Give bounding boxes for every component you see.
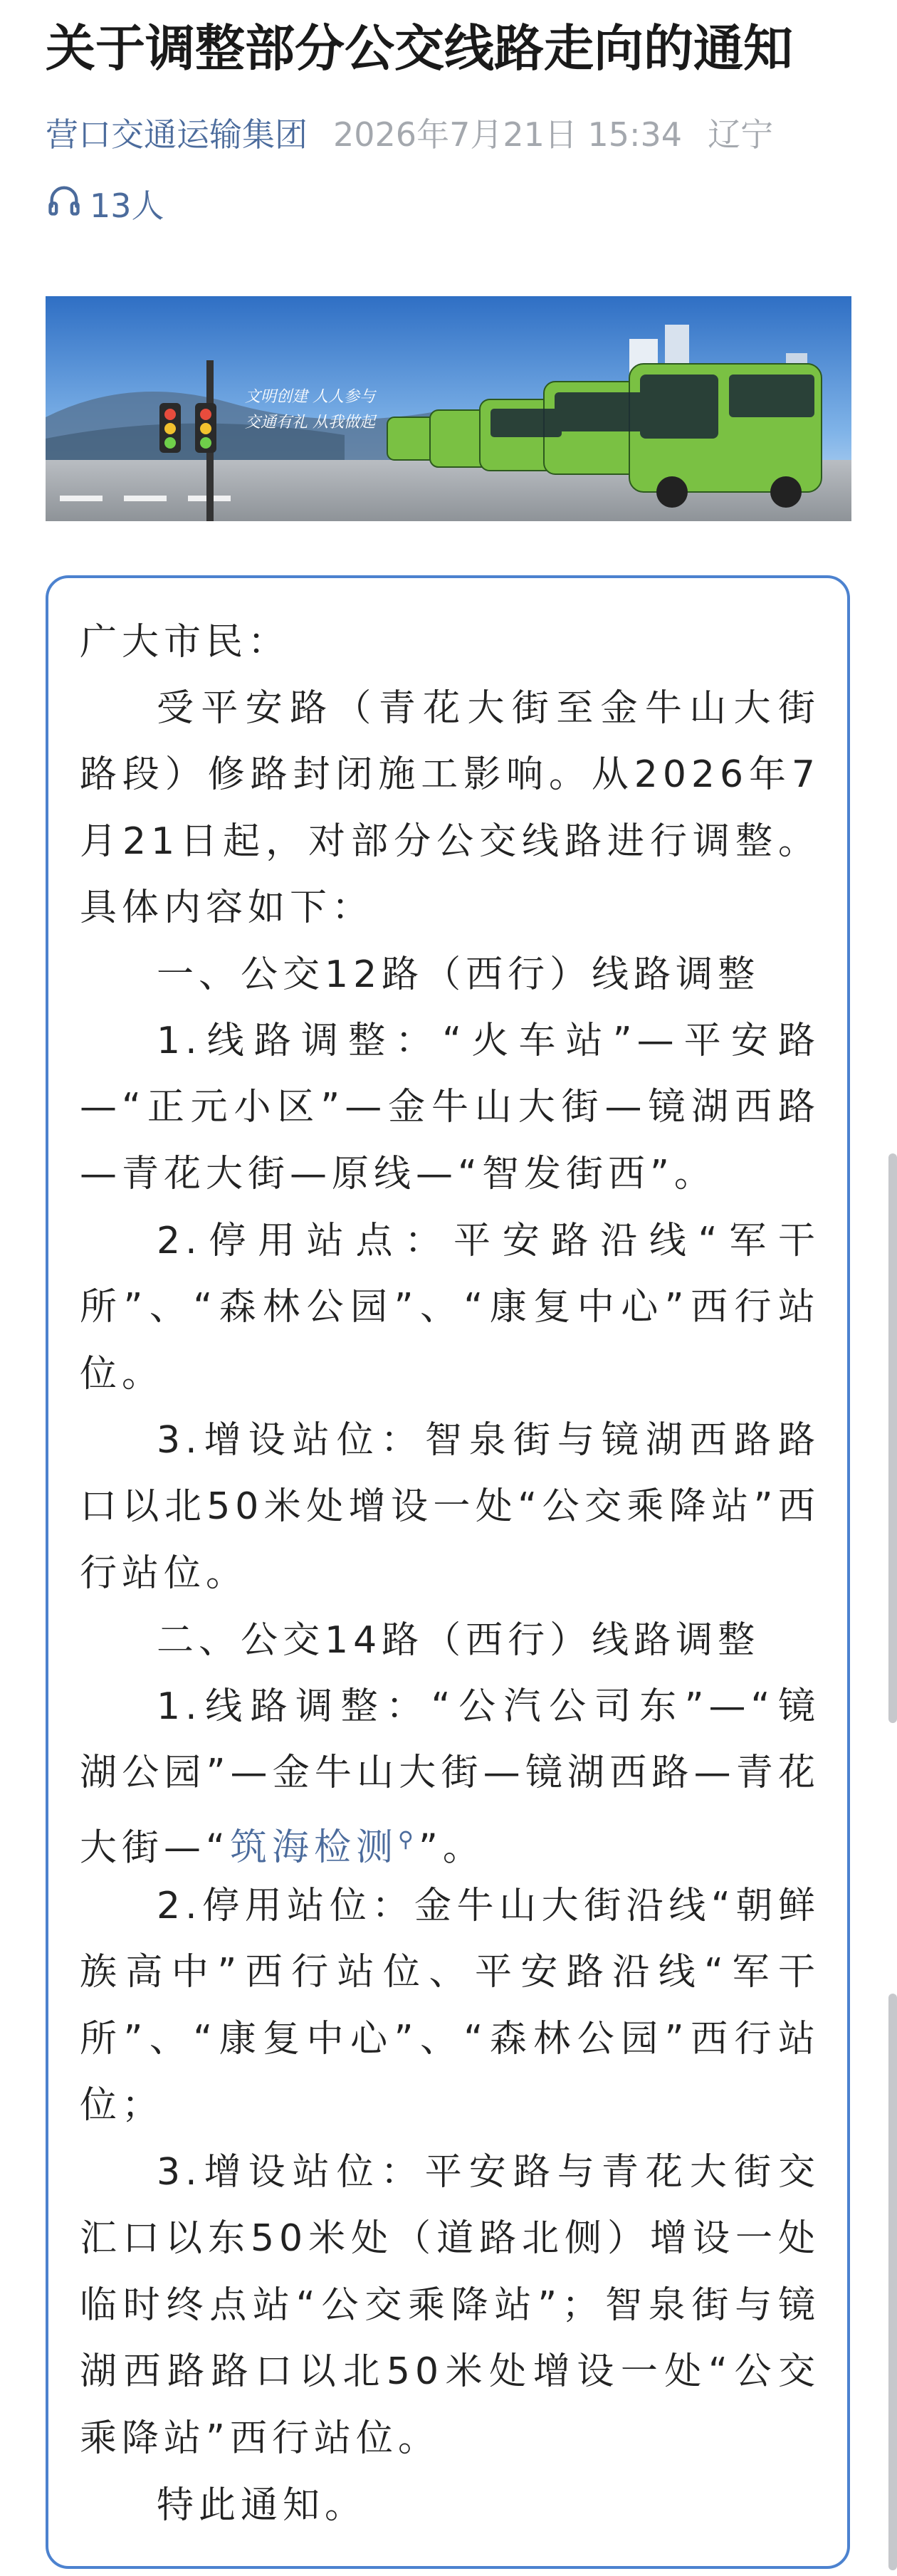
search-link[interactable]: 筑海检测⚲ (229, 1826, 419, 1870)
notice-frame (46, 575, 850, 2569)
section-1-stopped-stations: 2.停用站点：平安路沿线“军干所”、“森林公园”、“康复中心”西行站位。 (80, 1220, 820, 1396)
banner-slogan-2: 交通有礼 从我做起 (245, 414, 375, 431)
article-meta (46, 104, 773, 161)
banner-slogan-1: 文明创建 人人参与 (245, 388, 375, 406)
listen-button[interactable] (46, 175, 164, 232)
section-1-title: 一、公交12路（西行）线路调整 (157, 953, 760, 996)
section-2-route: 1.线路调整：“公汽公司东”—“镜湖公园”—金牛山大街—镜湖西路—青花大街—“筑海检测⚲”。 (80, 1685, 820, 1870)
section-2-title: 二、公交14路（西行）线路调整 (157, 1619, 760, 1662)
scrollbar-thumb[interactable] (888, 1994, 897, 2570)
notice-closing: 特此通知。 (157, 2484, 367, 2527)
search-icon: ⚲ (397, 1827, 419, 1853)
notice-salutation: 广大市民： (80, 621, 290, 664)
listener-count: 13人 (90, 187, 164, 225)
headphones-icon (46, 182, 83, 226)
section-1-route: 1.线路调整：“火车站”—平安路—“正元小区”—金牛山大街—镜湖西路—青花大街—原线—“智发街西”。 (80, 1020, 820, 1195)
section-1-added-stations: 3.增设站位：智泉街与镜湖西路路口以北50米处增设一处“公交乘降站”西行站位。 (80, 1419, 820, 1595)
notice-intro: 受平安路（青花大街至金牛山大街路段）修路封闭施工影响。从2026年7月21日起，对部分公交线路进行调整。具体内容如下： (80, 687, 820, 930)
publish-datetime: 2026年7月21日 15:34 (333, 115, 683, 154)
scrollbar-track[interactable] (888, 1153, 897, 1723)
section-2-stopped-stations: 2.停用站位：金牛山大街沿线“朝鲜族高中”西行站位、平安路沿线“军干所”、“康复中心”、“森林公园”西行站位； (80, 1885, 820, 2127)
publish-location: 辽宁 (708, 115, 774, 154)
source-account-link[interactable]: 营口交通运输集团 (46, 115, 308, 154)
article-title: 关于调整部分公交线路走向的通知 (46, 19, 793, 78)
banner-image (46, 296, 851, 521)
section-2-added-stations: 3.增设站位：平安路与青花大街交汇口以东50米处（道路北侧）增设一处临时终点站“公交乘降站”；智泉街与镜湖西路路口以北50米处增设一处“公交乘降站”西行站位。 (80, 2151, 820, 2460)
